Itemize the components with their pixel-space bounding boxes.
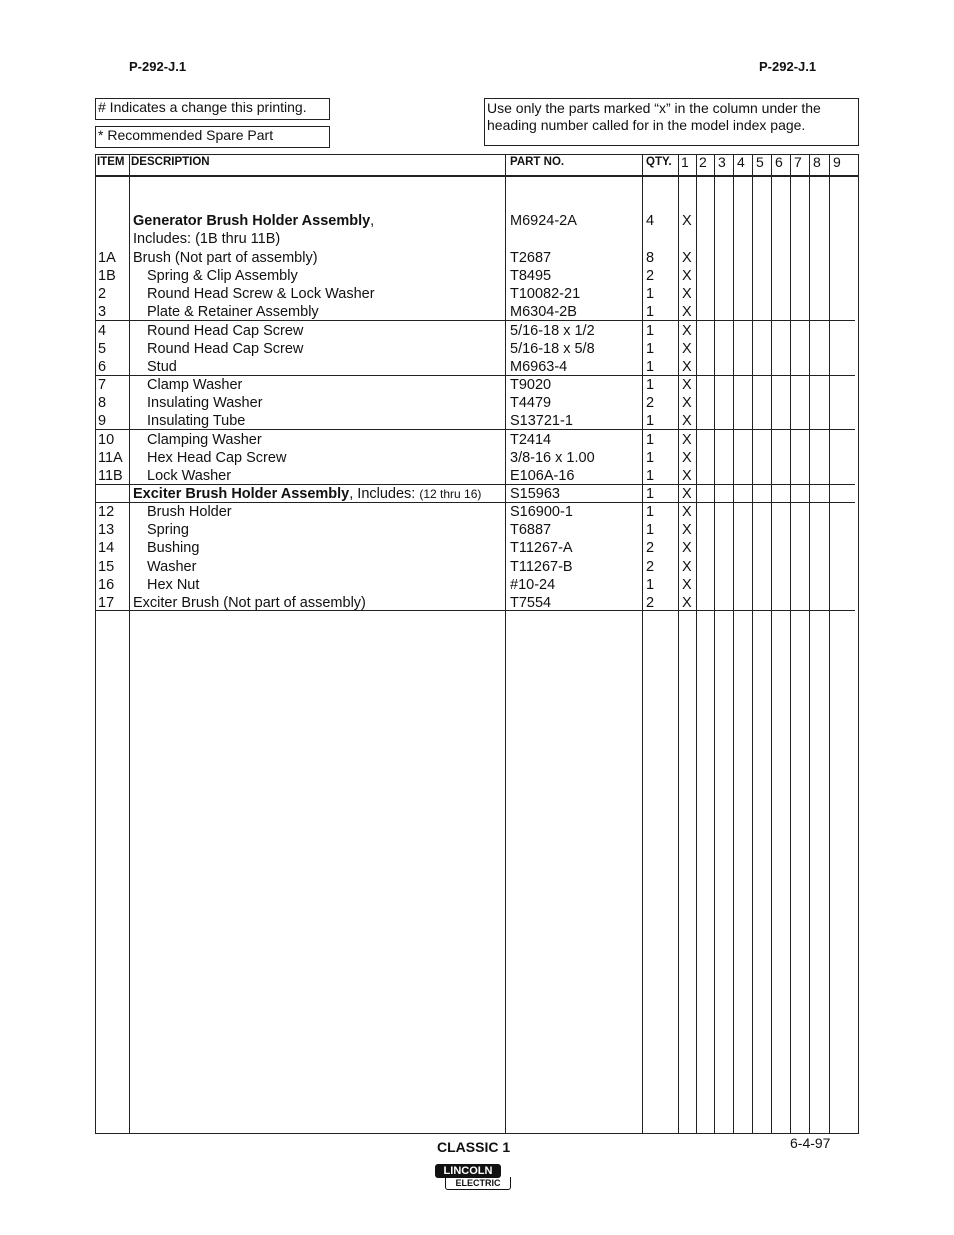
table-row-qty: 2: [646, 540, 655, 556]
table-row-description: Clamp Washer: [147, 377, 243, 393]
table-row-part-no: T9020: [510, 377, 552, 393]
table-row-model-mark: X: [682, 341, 692, 357]
table-row-qty: 1: [646, 504, 655, 520]
lincoln-electric-logo: [435, 1164, 511, 1192]
document-code-left: P-292-J.1: [129, 59, 187, 74]
table-row-qty: 1: [646, 377, 655, 393]
table-row-model-mark: X: [682, 486, 692, 502]
table-row-qty: 1: [646, 341, 655, 357]
table-row-item: 11A: [98, 450, 123, 466]
column-header-model-2: 2: [699, 154, 707, 170]
table-row-description: Clamping Washer: [147, 432, 262, 448]
table-row-description: Spring: [147, 522, 189, 538]
table-row-item: 16: [98, 577, 115, 593]
table-row-part-no: #10-24: [510, 577, 556, 593]
table-row-model-mark: X: [682, 559, 692, 575]
table-row-description: Includes: (1B thru 11B): [133, 231, 281, 247]
table-row-item: 11B: [98, 468, 123, 484]
table-row-part-no: M6924-2A: [510, 213, 577, 229]
assembly-title-suffix: , Includes:: [349, 486, 416, 502]
table-row-model-mark: X: [682, 286, 692, 302]
column-header-description: DESCRIPTION: [131, 156, 210, 168]
table-row-qty: 1: [646, 432, 655, 448]
table-row-model-mark: X: [682, 268, 692, 284]
assembly-title-suffix: ,: [370, 213, 375, 229]
table-row-model-mark: X: [682, 450, 692, 466]
table-row-item: 1A: [98, 250, 116, 266]
table-row-item: 2: [98, 286, 107, 302]
table-row-qty: 8: [646, 250, 655, 266]
column-header-model-9: 9: [833, 154, 841, 170]
column-header-model-6: 6: [775, 154, 783, 170]
table-row-part-no: M6963-4: [510, 359, 568, 375]
table-row-description: Round Head Screw & Lock Washer: [147, 286, 375, 302]
table-row-qty: 1: [646, 486, 655, 502]
table-row-qty: 2: [646, 395, 655, 411]
table-row-part-no: 3/8-16 x 1.00: [510, 450, 595, 466]
table-row-part-no: T6887: [510, 522, 552, 538]
column-header-model-5: 5: [756, 154, 764, 170]
table-row-qty: 2: [646, 559, 655, 575]
spare-part-note-box: * Recommended Spare Part: [95, 126, 330, 148]
assembly-title: Exciter Brush Holder Assembly: [133, 486, 350, 502]
table-row-item: 12: [98, 504, 115, 520]
table-row-part-no: 5/16-18 x 1/2: [510, 323, 595, 339]
table-row-description: Bushing: [147, 540, 200, 556]
table-row-description: Plate & Retainer Assembly: [147, 304, 319, 320]
table-row-model-mark: X: [682, 323, 692, 339]
table-row-model-mark: X: [682, 213, 692, 229]
table-row-model-mark: X: [682, 304, 692, 320]
column-header-model-8: 8: [813, 154, 821, 170]
table-row-description: [133, 485, 481, 503]
table-row-part-no: 5/16-18 x 5/8: [510, 341, 595, 357]
table-row-qty: 2: [646, 595, 655, 611]
column-header-item: ITEM: [97, 156, 125, 168]
table-row-item: 10: [98, 432, 115, 448]
model-name: CLASSIC 1: [437, 1139, 511, 1155]
table-row-item: 5: [98, 341, 107, 357]
table-row-part-no: S16900-1: [510, 504, 573, 520]
table-row-part-no: E106A-16: [510, 468, 575, 484]
table-row-qty: 1: [646, 522, 655, 538]
table-row-part-no: T11267-B: [510, 559, 573, 575]
table-row-description: Hex Nut: [147, 577, 200, 593]
table-row-model-mark: X: [682, 595, 692, 611]
table-row-qty: 4: [646, 213, 655, 229]
table-row-part-no: T4479: [510, 395, 552, 411]
table-row-description: Insulating Tube: [147, 413, 246, 429]
table-row-part-no: T2414: [510, 432, 552, 448]
assembly-title: Generator Brush Holder Assembly: [133, 213, 371, 229]
table-row-item: 8: [98, 395, 107, 411]
table-row-item: 14: [98, 540, 115, 556]
table-row-qty: 1: [646, 468, 655, 484]
table-row-description: [133, 212, 374, 230]
table-row-description: Insulating Washer: [147, 395, 263, 411]
assembly-range: (12 thru 16): [419, 487, 482, 501]
table-row-item: 15: [98, 559, 115, 575]
table-row-item: 13: [98, 522, 115, 538]
table-row-description: Round Head Cap Screw: [147, 323, 304, 339]
usage-note-box: Use only the parts marked “x” in the column under the heading number called for in the model index page.: [484, 98, 859, 146]
table-row-qty: 1: [646, 577, 655, 593]
table-row-part-no: T10082-21: [510, 286, 581, 302]
table-row-part-no: S15963: [510, 486, 560, 502]
logo-bottom-text: ELECTRIC: [445, 1177, 511, 1190]
table-row-part-no: T2687: [510, 250, 552, 266]
table-row-description: Brush (Not part of assembly): [133, 250, 318, 266]
table-row-description: Exciter Brush (Not part of assembly): [133, 595, 366, 611]
table-row-qty: 1: [646, 413, 655, 429]
table-row-item: 7: [98, 377, 107, 393]
table-row-part-no: T11267-A: [510, 540, 573, 556]
table-row-item: 9: [98, 413, 107, 429]
change-note-box: # Indicates a change this printing.: [95, 98, 330, 120]
table-row-item: 1B: [98, 268, 116, 284]
table-row-model-mark: X: [682, 577, 692, 593]
revision-date: 6-4-97: [790, 1135, 831, 1151]
table-row-part-no: S13721-1: [510, 413, 573, 429]
table-row-model-mark: X: [682, 540, 692, 556]
table-row-qty: 1: [646, 286, 655, 302]
table-row-model-mark: X: [682, 468, 692, 484]
table-row-description: Hex Head Cap Screw: [147, 450, 287, 466]
table-row-item: 17: [98, 595, 115, 611]
table-row-part-no: M6304-2B: [510, 304, 577, 320]
table-row-qty: 1: [646, 323, 655, 339]
table-row-description: Washer: [147, 559, 197, 575]
table-row-model-mark: X: [682, 504, 692, 520]
column-header-model-7: 7: [794, 154, 802, 170]
column-header-part-no: PART NO.: [510, 156, 565, 168]
table-row-description: Stud: [147, 359, 177, 375]
table-row-item: 6: [98, 359, 107, 375]
column-header-qty: QTY.: [646, 156, 672, 168]
table-row-item: 3: [98, 304, 107, 320]
table-row-model-mark: X: [682, 522, 692, 538]
table-row-qty: 1: [646, 450, 655, 466]
table-row-qty: 1: [646, 304, 655, 320]
table-row-description: Brush Holder: [147, 504, 232, 520]
table-row-item: 4: [98, 323, 107, 339]
table-row-model-mark: X: [682, 413, 692, 429]
table-row-qty: 1: [646, 359, 655, 375]
table-row-description: Round Head Cap Screw: [147, 341, 304, 357]
table-row-model-mark: X: [682, 395, 692, 411]
table-row-description: Spring & Clip Assembly: [147, 268, 298, 284]
table-row-model-mark: X: [682, 359, 692, 375]
table-row-model-mark: X: [682, 432, 692, 448]
table-row-part-no: T7554: [510, 595, 552, 611]
column-header-model-4: 4: [737, 154, 745, 170]
logo-top-text: LINCOLN: [435, 1164, 501, 1178]
column-header-model-3: 3: [718, 154, 726, 170]
table-row-description: Lock Washer: [147, 468, 232, 484]
document-code-right: P-292-J.1: [759, 59, 817, 74]
table-row-qty: 2: [646, 268, 655, 284]
table-row-model-mark: X: [682, 377, 692, 393]
table-row-part-no: T8495: [510, 268, 552, 284]
column-header-model-1: 1: [681, 154, 689, 170]
table-row-model-mark: X: [682, 250, 692, 266]
